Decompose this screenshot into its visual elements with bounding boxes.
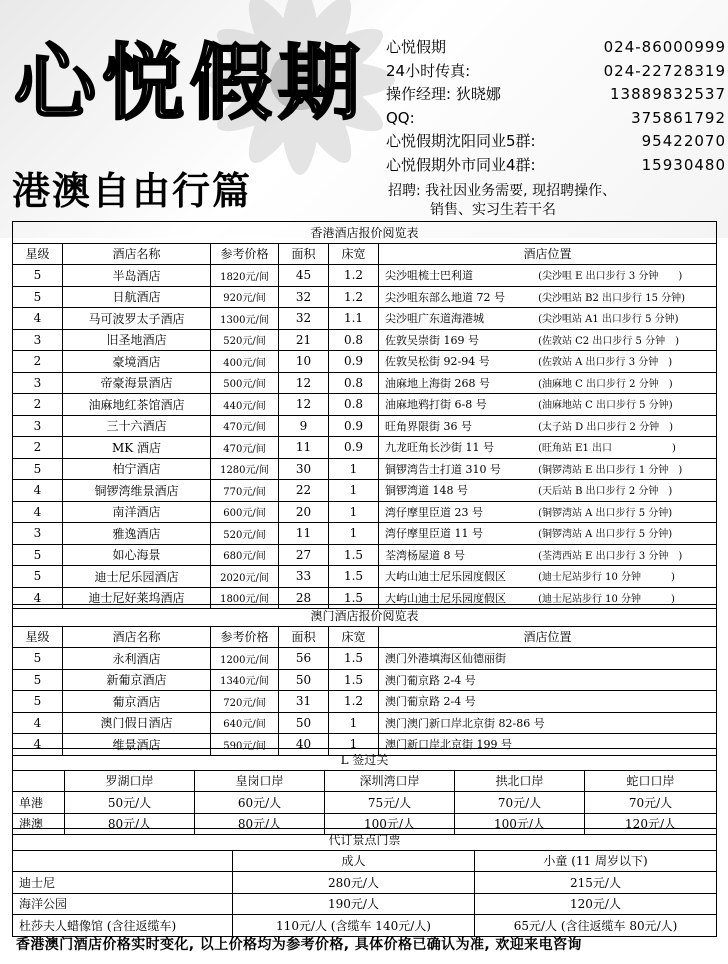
hotel-name-cell: 铜锣湾维景酒店	[63, 480, 211, 502]
fee-cell: 100元/人	[325, 813, 455, 835]
column-header: 皇岗口岸	[195, 770, 325, 792]
table-row	[13, 437, 717, 459]
area-cell: 12	[279, 372, 329, 394]
contact-row	[386, 60, 726, 84]
table-row	[13, 415, 717, 437]
adult-price-cell: 280元/人	[233, 872, 475, 894]
table-row	[13, 544, 717, 566]
location-address: 油麻地鸦打街 6-8 号	[385, 398, 487, 412]
area-cell: 32	[279, 286, 329, 308]
visa-crossing-table	[12, 748, 717, 835]
contact-label: QQ:	[386, 108, 415, 127]
price-cell: 470元/间	[211, 415, 279, 437]
hk-hotel-table	[12, 221, 717, 609]
row-label: 单港	[13, 792, 65, 814]
price-cell: 720元/间	[211, 691, 279, 713]
contact-row	[386, 154, 726, 178]
star-cell: 3	[13, 372, 63, 394]
table-row	[13, 648, 717, 670]
contact-label: 心悦假期	[386, 38, 447, 56]
star-cell: 3	[13, 523, 63, 545]
star-cell: 4	[13, 480, 63, 502]
location-address: 尖沙咀梳士巴利道	[385, 269, 473, 283]
price-cell: 470元/间	[211, 437, 279, 459]
hotel-name-cell: 日航酒店	[63, 286, 211, 308]
location-note: (油麻地 C 出口步行 2 分钟 )	[538, 378, 673, 390]
table-header-row	[13, 850, 717, 872]
area-cell: 11	[279, 437, 329, 459]
location-cell	[379, 480, 717, 502]
area-cell: 11	[279, 523, 329, 545]
location-cell	[379, 265, 717, 287]
row-label: 港澳	[13, 813, 65, 835]
contact-label: 24小时传真:	[386, 61, 471, 80]
star-cell: 5	[13, 648, 63, 670]
fee-cell: 60元/人	[195, 792, 325, 814]
column-header: 床宽	[329, 243, 379, 265]
star-cell: 5	[13, 458, 63, 480]
column-header: 面积	[279, 243, 329, 265]
price-cell: 600元/间	[211, 501, 279, 523]
price-cell: 1340元/间	[211, 669, 279, 691]
location-address: 佐敦吴松街 92-94 号	[385, 355, 490, 369]
location-cell	[379, 351, 717, 373]
location-cell	[379, 669, 717, 691]
table-title-row	[13, 749, 717, 771]
contact-value: 024-22728319	[603, 61, 726, 80]
location-address: 湾仔摩里臣道 11 号	[385, 527, 483, 541]
bed-width-cell: 1.5	[329, 566, 379, 588]
star-cell: 5	[13, 669, 63, 691]
location-cell	[379, 308, 717, 330]
recruit-line: 销售、实习生若干名	[430, 202, 556, 218]
column-header: 星级	[13, 243, 63, 265]
location-note: (迪士尼站步行 10 分钟 )	[538, 593, 675, 605]
table-row	[13, 480, 717, 502]
column-header: 参考价格	[211, 243, 279, 265]
hotel-name-cell: 雅逸酒店	[63, 523, 211, 545]
location-cell	[379, 437, 717, 459]
location-address: 铜锣湾道 148 号	[385, 484, 468, 498]
hotel-name-cell: 新葡京酒店	[63, 669, 211, 691]
area-cell: 10	[279, 351, 329, 373]
location-cell	[379, 648, 717, 670]
macau-hotel-table	[12, 604, 717, 756]
location-cell	[379, 566, 717, 588]
table-title-row	[13, 222, 717, 244]
contact-label: 操作经理: 狄晓娜	[386, 85, 501, 103]
page-subtitle: 港澳自由行篇	[12, 169, 253, 213]
location-address: 旺角界限街 36 号	[385, 419, 472, 433]
location-address: 九龙旺角长沙街 11 号	[385, 441, 494, 455]
bed-width-cell: 1	[329, 458, 379, 480]
hotel-name-cell: 迪士尼好莱坞酒店	[63, 587, 211, 609]
table-row	[13, 286, 717, 308]
hotel-name-cell: 葡京酒店	[63, 691, 211, 713]
table-row	[13, 329, 717, 351]
location-cell	[379, 458, 717, 480]
area-cell: 28	[279, 587, 329, 609]
table-row	[13, 915, 717, 937]
hotel-name-cell: 如心海景	[63, 544, 211, 566]
contact-row	[386, 83, 726, 107]
table-header-row	[13, 243, 717, 265]
hotel-name-cell: 旧圣地酒店	[63, 329, 211, 351]
price-cell: 1820元/间	[211, 265, 279, 287]
location-address: 澳门澳门新口岸北京街 82-86 号	[385, 716, 545, 730]
bed-width-cell: 0.9	[329, 415, 379, 437]
table-title: 香港酒店报价阅览表	[13, 222, 717, 244]
hotel-name-cell: 半岛酒店	[63, 265, 211, 287]
price-cell: 1800元/间	[211, 587, 279, 609]
hotel-name-cell: 永利酒店	[63, 648, 211, 670]
header	[0, 0, 728, 238]
footer-note: 香港澳门酒店价格实时变化, 以上价格均为参考价格, 具体价格已确认为准, 欢迎来电咨询	[16, 937, 582, 953]
area-cell: 9	[279, 415, 329, 437]
location-note: (迪士尼站步行 10 分钟 )	[538, 572, 675, 584]
bed-width-cell: 1.2	[329, 691, 379, 713]
bed-width-cell: 1	[329, 501, 379, 523]
column-header: 成人	[233, 850, 475, 872]
attraction-name-cell: 杜莎夫人蜡像馆 (含往返缆车)	[13, 915, 233, 937]
ticket-table	[12, 828, 717, 937]
table-title: 澳门酒店报价阅览表	[13, 605, 717, 627]
area-cell: 45	[279, 265, 329, 287]
recruit-line: 招聘: 我社因业务需要, 现招聘操作、	[388, 183, 617, 199]
location-cell	[379, 501, 717, 523]
child-price-cell: 120元/人	[475, 893, 717, 915]
location-cell	[379, 415, 717, 437]
contact-value: 375861792	[631, 108, 726, 127]
star-cell: 4	[13, 501, 63, 523]
area-cell: 22	[279, 480, 329, 502]
location-address: 荃湾杨屋道 8 号	[385, 548, 465, 562]
hotel-name-cell: 迪士尼乐园酒店	[63, 566, 211, 588]
hotel-name-cell: 澳门假日酒店	[63, 712, 211, 734]
column-header: 罗湖口岸	[65, 770, 195, 792]
column-header: 酒店位置	[379, 626, 717, 648]
area-cell: 50	[279, 712, 329, 734]
fee-cell: 75元/人	[325, 792, 455, 814]
star-cell: 4	[13, 712, 63, 734]
price-cell: 1200元/间	[211, 648, 279, 670]
bed-width-cell: 0.9	[329, 351, 379, 373]
contact-label: 心悦假期外市同业4群:	[386, 155, 536, 174]
star-cell: 5	[13, 265, 63, 287]
hotel-name-cell: 油麻地红茶馆酒店	[63, 394, 211, 416]
location-address: 澳门葡京路 2-4 号	[385, 695, 476, 709]
hotel-name-cell: 三十六酒店	[63, 415, 211, 437]
location-note: (天后站 B 出口步行 2 分钟 )	[538, 486, 673, 498]
location-note: (荃湾西站 E 出口步行 3 分钟 )	[538, 550, 683, 562]
area-cell: 30	[279, 458, 329, 480]
area-cell: 56	[279, 648, 329, 670]
area-cell: 21	[279, 329, 329, 351]
star-cell: 5	[13, 286, 63, 308]
hotel-name-cell: 柏宁酒店	[63, 458, 211, 480]
contact-value: 95422070	[641, 132, 726, 150]
column-header: 面积	[279, 626, 329, 648]
bed-width-cell: 1	[329, 734, 379, 756]
location-cell	[379, 523, 717, 545]
table-title: L 签过关	[13, 749, 717, 771]
column-header: 酒店名称	[63, 626, 211, 648]
location-address: 佐敦吴崇街 169 号	[385, 333, 479, 347]
table-row	[13, 691, 717, 713]
location-note: (佐敦站 A 出口步行 3 分钟 )	[538, 357, 673, 369]
table-row	[13, 893, 717, 915]
location-note: (旺角站 E1 出口 )	[538, 443, 676, 455]
price-cell: 500元/间	[211, 372, 279, 394]
price-cell: 640元/间	[211, 712, 279, 734]
table-row	[13, 458, 717, 480]
location-address: 尖沙咀东部么地道 72 号	[385, 290, 505, 304]
location-note: (尖沙咀 E 出口步行 3 分钟 )	[538, 271, 683, 283]
location-address: 尖沙咀广东道海港城	[385, 312, 484, 326]
contact-label: 心悦假期沈阳同业5群:	[386, 132, 536, 150]
attraction-name-cell: 迪士尼	[13, 872, 233, 894]
contact-value: 024-86000999	[603, 38, 726, 56]
star-cell: 2	[13, 351, 63, 373]
price-cell: 680元/间	[211, 544, 279, 566]
contact-value: 15930480	[641, 155, 726, 174]
location-note: (佐敦站 C2 出口步行 5 分钟 )	[538, 335, 679, 347]
location-address: 油麻地上海街 268 号	[385, 376, 490, 390]
contact-row	[386, 130, 726, 154]
price-cell: 520元/间	[211, 523, 279, 545]
bed-width-cell: 1.5	[329, 669, 379, 691]
fee-cell: 80元/人	[65, 813, 195, 835]
table-title-row	[13, 605, 717, 627]
table-header-row	[13, 770, 717, 792]
hotel-name-cell: 维景酒店	[63, 734, 211, 756]
hotel-name-cell: 豪境酒店	[63, 351, 211, 373]
location-note: (铜锣湾站 A 出口步行 5 分钟)	[538, 507, 673, 519]
area-cell: 27	[279, 544, 329, 566]
brand-logo-text: 心悦假期	[14, 35, 367, 131]
table-header-row	[13, 626, 717, 648]
child-price-cell: 215元/人	[475, 872, 717, 894]
bed-width-cell: 1	[329, 480, 379, 502]
price-cell: 920元/间	[211, 286, 279, 308]
table-row	[13, 566, 717, 588]
area-cell: 50	[279, 669, 329, 691]
star-cell: 3	[13, 415, 63, 437]
table-row	[13, 523, 717, 545]
recruit-notice	[388, 182, 718, 220]
location-address: 大屿山迪士尼乐园度假区	[385, 591, 506, 605]
fee-cell: 80元/人	[195, 813, 325, 835]
bed-width-cell: 1.5	[329, 544, 379, 566]
table-row	[13, 394, 717, 416]
location-address: 湾仔摩里臣道 23 号	[385, 505, 483, 519]
bed-width-cell: 1	[329, 523, 379, 545]
bed-width-cell: 0.8	[329, 394, 379, 416]
table-row	[13, 669, 717, 691]
child-price-cell: 65元/人 (含往返缆车 80元/人)	[475, 915, 717, 937]
bed-width-cell: 1.2	[329, 286, 379, 308]
bed-width-cell: 1.1	[329, 308, 379, 330]
price-cell: 520元/间	[211, 329, 279, 351]
attraction-name-cell: 海洋公园	[13, 893, 233, 915]
column-header: 小童 (11 周岁以下)	[475, 850, 717, 872]
price-cell: 2020元/间	[211, 566, 279, 588]
star-cell: 2	[13, 394, 63, 416]
table-row	[13, 372, 717, 394]
star-cell: 3	[13, 329, 63, 351]
location-note: (尖沙咀站 B2 出口步行 15 分钟)	[538, 292, 686, 304]
location-note: (太子站 D 出口步行 2 分钟 )	[538, 421, 673, 433]
location-address: 大屿山迪士尼乐园度假区	[385, 570, 506, 584]
location-address: 铜锣湾告士打道 310 号	[385, 462, 501, 476]
column-header: 拱北口岸	[455, 770, 585, 792]
fee-cell: 100元/人	[455, 813, 585, 835]
bed-width-cell: 1	[329, 712, 379, 734]
corner-cell	[13, 850, 233, 872]
column-header: 深圳湾口岸	[325, 770, 455, 792]
price-cell: 1300元/间	[211, 308, 279, 330]
location-note: (尖沙咀站 A1 出口步行 5 分钟)	[538, 314, 679, 326]
table-row	[13, 265, 717, 287]
adult-price-cell: 190元/人	[233, 893, 475, 915]
contact-row	[386, 36, 726, 60]
hotel-name-cell: MK 酒店	[63, 437, 211, 459]
bed-width-cell: 0.8	[329, 372, 379, 394]
column-header: 参考价格	[211, 626, 279, 648]
column-header: 蛇口口岸	[585, 770, 717, 792]
column-header: 星级	[13, 626, 63, 648]
area-cell: 40	[279, 734, 329, 756]
price-cell: 770元/间	[211, 480, 279, 502]
area-cell: 32	[279, 308, 329, 330]
star-cell: 2	[13, 437, 63, 459]
star-cell: 5	[13, 566, 63, 588]
table-title: 代订景点门票	[13, 829, 717, 851]
column-header: 床宽	[329, 626, 379, 648]
price-cell: 1280元/间	[211, 458, 279, 480]
table-row	[13, 308, 717, 330]
hotel-name-cell: 马可波罗太子酒店	[63, 308, 211, 330]
table-row	[13, 501, 717, 523]
area-cell: 33	[279, 566, 329, 588]
column-header: 酒店名称	[63, 243, 211, 265]
fee-cell: 120元/人	[585, 813, 717, 835]
hotel-name-cell: 南洋酒店	[63, 501, 211, 523]
price-cell: 400元/间	[211, 351, 279, 373]
bed-width-cell: 1.5	[329, 587, 379, 609]
star-cell: 4	[13, 587, 63, 609]
adult-price-cell: 110元/人 (含缆车 140元/人)	[233, 915, 475, 937]
table-row	[13, 792, 717, 814]
column-header: 酒店位置	[379, 243, 717, 265]
hotel-name-cell: 帝豪海景酒店	[63, 372, 211, 394]
location-note: (油麻地站 C 出口步行 5 分钟)	[538, 400, 673, 412]
location-address: 澳门新口岸北京街 199 号	[385, 738, 512, 752]
bed-width-cell: 0.8	[329, 329, 379, 351]
area-cell: 31	[279, 691, 329, 713]
contact-row	[386, 107, 726, 131]
price-cell: 590元/间	[211, 734, 279, 756]
corner-cell	[13, 770, 65, 792]
location-cell	[379, 691, 717, 713]
location-note: (铜锣湾站 A 出口步行 5 分钟)	[538, 529, 673, 541]
fee-cell: 50元/人	[65, 792, 195, 814]
table-row	[13, 872, 717, 894]
location-cell	[379, 712, 717, 734]
location-cell	[379, 394, 717, 416]
price-cell: 440元/间	[211, 394, 279, 416]
location-cell	[379, 544, 717, 566]
table-title-row	[13, 829, 717, 851]
table-row	[13, 351, 717, 373]
star-cell: 5	[13, 544, 63, 566]
contact-value: 13889832537	[610, 85, 726, 103]
bed-width-cell: 1.2	[329, 265, 379, 287]
star-cell: 5	[13, 691, 63, 713]
star-cell: 4	[13, 734, 63, 756]
location-cell	[379, 329, 717, 351]
fee-cell: 70元/人	[585, 792, 717, 814]
area-cell: 12	[279, 394, 329, 416]
star-cell: 4	[13, 308, 63, 330]
location-address: 澳门葡京路 2-4 号	[385, 673, 476, 687]
fee-cell: 70元/人	[455, 792, 585, 814]
bed-width-cell: 1.5	[329, 648, 379, 670]
location-cell	[379, 372, 717, 394]
location-address: 澳门外港填海区仙德丽街	[385, 652, 506, 666]
contact-block	[386, 36, 726, 177]
location-cell	[379, 286, 717, 308]
location-note: (铜锣湾站 E 出口步行 1 分钟 )	[538, 464, 683, 476]
bed-width-cell: 0.9	[329, 437, 379, 459]
table-row	[13, 712, 717, 734]
area-cell: 20	[279, 501, 329, 523]
